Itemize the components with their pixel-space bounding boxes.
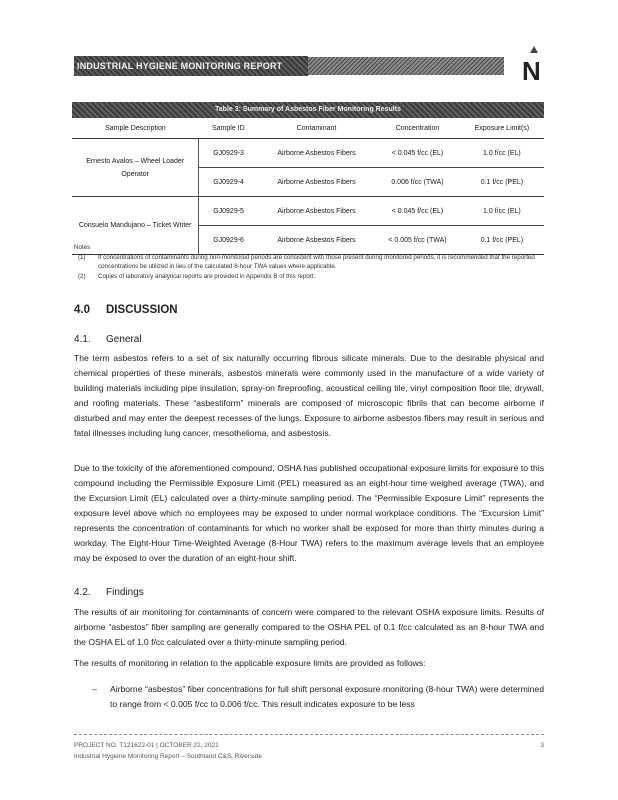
table-row: [72, 197, 544, 226]
note-item: [74, 272, 544, 281]
column-header: Sample ID: [199, 118, 258, 139]
header-rule: [308, 57, 504, 75]
sample-description: Consuelo Mandujano – Ticket Writer: [72, 197, 199, 255]
sample-id: GJ0929-3: [213, 149, 244, 157]
contaminant: Airborne Asbestos Fibers: [258, 226, 375, 255]
sample-id: GJ0929-5: [199, 197, 258, 226]
footer-rule: [74, 734, 544, 735]
exposure-limit: 0.1 f/cc (PEL): [460, 226, 544, 255]
note-number: (1): [78, 254, 86, 261]
note-text: If concentrations of contaminants during non-monitored periods are consistent with those present during monitored periods, it is recommended that the reported concentrations be utilized in lieu of the calculated 8-hour TWA values where applicable.: [98, 254, 535, 270]
sample-id: GJ0929-6: [199, 226, 258, 255]
paragraph: The term asbestos refers to a set of six naturally occurring fibrous silicate minerals. Due to the desirable physical and chemical properties of these minerals, asbestos minerals were commonly used in the manufacture of a wide variety of building materials including pipe insulation, spray-on fireproofing, acoustical ceiling tile, vinyl composition floor tile, drywall, and roofing materials. These “asbestiform” minerals are composed of microscopic fibrils that can become airborne if disturbed and may enter the deepest recesses of the lungs. Exposure to airborne asbestos fibers may result in serious and fatal illnesses including lung cancer, mesothelioma, and asbestosis.: [74, 353, 544, 438]
column-header: Contaminant: [258, 118, 375, 139]
footer-project: PROJECT NO. T121622-01 | OCTOBER 22, 2021: [74, 742, 219, 749]
report-header-banner: INDUSTRIAL HYGIENE MONITORING REPORT: [74, 56, 308, 76]
subsection-title: Findings: [106, 587, 144, 598]
table-row: [72, 139, 544, 168]
note-text: Copies of laboratory analytical reports are provided in Appendix B of this report.: [98, 273, 316, 280]
section-number: 4.0: [74, 304, 90, 316]
logo-mark-icon: [530, 46, 538, 53]
subsection-number: 4.1.: [74, 334, 91, 345]
section-heading: [74, 304, 178, 316]
bullet-item: [92, 682, 544, 712]
paragraph: The results of air monitoring for contaminants of concern were compared to the relevant OSHA exposure limits. Results of airborne “asbestos” fiber sampling are generally compared to the OSHA PEL of 0.1 f/cc calculated as an 8-hour TWA and the OSHA EL of 1.0 f/cc calculated over a thirty-minute sampling period.: [74, 607, 544, 647]
company-logo: [520, 46, 550, 84]
note-number: (2): [78, 273, 86, 280]
results-table: [72, 102, 544, 255]
column-header: Exposure Limit(s): [460, 118, 544, 139]
sample-description: Ernesto Avalos – Wheel Loader Operator: [72, 139, 199, 197]
concentration: < 0.045 f/cc (EL): [375, 197, 460, 226]
contaminant: Airborne Asbestos Fibers: [277, 149, 356, 157]
footer-report-name: Industrial Hygiene Monitoring Report – Southland C&S, Riverside: [74, 753, 262, 760]
bullet-dash: –: [92, 684, 97, 694]
note-item: [74, 253, 544, 271]
column-header: Sample Description: [72, 118, 199, 139]
section-title: DISCUSSION: [106, 304, 178, 316]
subsection-title: General: [106, 334, 142, 345]
subsection-number: 4.2.: [74, 587, 91, 598]
page-footer: [74, 740, 544, 762]
concentration: < 0.045 f/cc (EL): [391, 149, 444, 157]
concentration: < 0.005 f/cc (TWA): [375, 226, 460, 255]
exposure-limit: 0.1 f/cc (PEL): [460, 168, 544, 197]
bullet-text: Airborne “asbestos” fiber concentrations for full shift personal exposure monitoring (8-hour TWA) were determined to range from < 0.005 f/cc to 0.006 f/cc. This result indicates exposure to be less: [110, 684, 544, 709]
exposure-limit: 1.0 f/cc (EL): [483, 149, 521, 157]
page-number: 3: [540, 742, 544, 749]
subsection-heading: [74, 587, 144, 598]
logo-letter: N: [522, 56, 541, 86]
subsection-heading: [74, 334, 142, 345]
paragraph: The results of monitoring in relation to the applicable exposure limits are provided as follows:: [74, 658, 426, 668]
table-notes: [74, 243, 544, 281]
contaminant: Airborne Asbestos Fibers: [258, 168, 375, 197]
table-title: Table 3: Summary of Asbestos Fiber Monitoring Results: [72, 102, 544, 118]
table-header-row: [72, 118, 544, 139]
contaminant: Airborne Asbestos Fibers: [258, 197, 375, 226]
paragraph: Due to the toxicity of the aforementioned compound, OSHA has published occupational exposure limits for exposure to this compound including the Permissible Exposure Limit (PEL) measured as an eight-hour time weighed average (TWA), and the Excursion Limit (EL) calculated over a thirty-minute sampling period. The “Permissible Exposure Limit” represents the exposure level above which no employees may be exposed to under normal workplace conditions. The “Excursion Limit” represents the concentration of contaminants for which no worker shall be exposed for more than thirty minutes during a workday. The Eight-Hour Time-Weighted Average (8-Hour TWA) refers to the maximum average levels that an employee may be exposed to over the duration of an eight-hour shift.: [74, 463, 544, 563]
sample-id: GJ0929-4: [199, 168, 258, 197]
column-header: Concentration: [375, 118, 460, 139]
notes-label: Notes: [74, 244, 91, 251]
exposure-limit: 1.0 f/cc (EL): [460, 197, 544, 226]
concentration: 0.006 f/cc (TWA): [375, 168, 460, 197]
